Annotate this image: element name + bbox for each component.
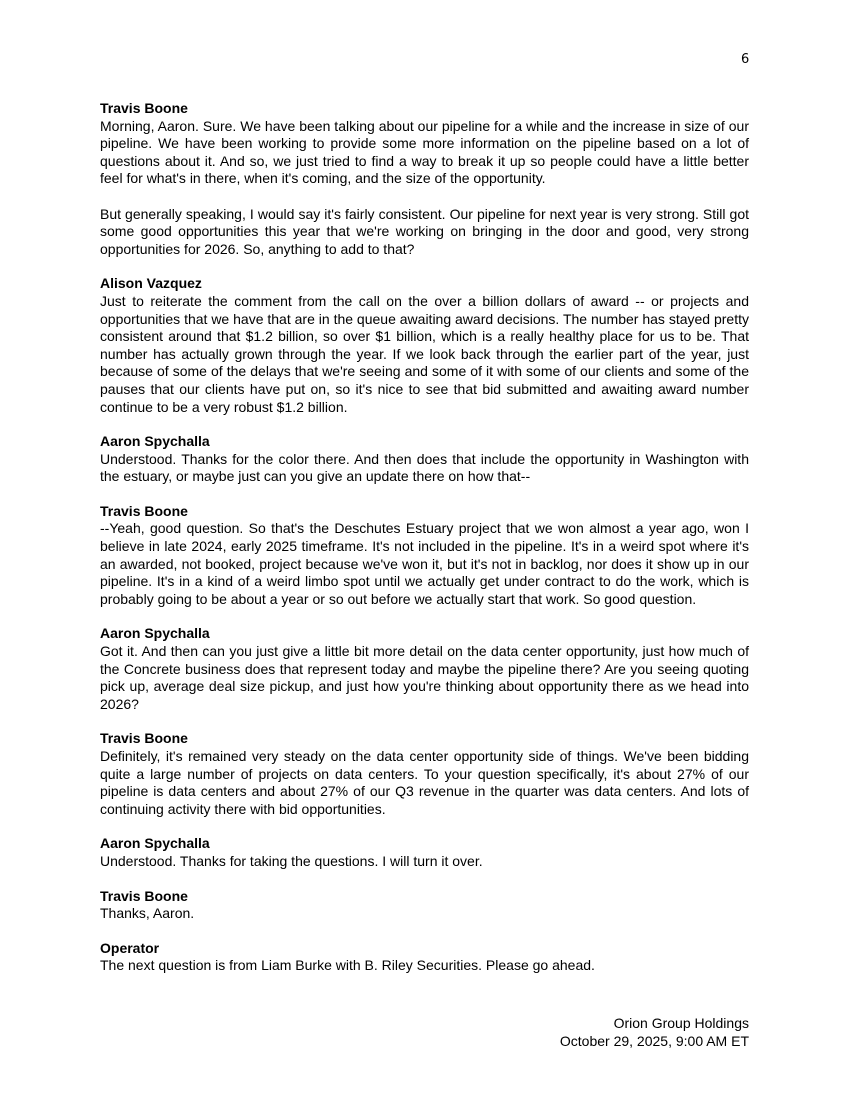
speaker-name: Travis Boone <box>100 887 188 904</box>
transcript-paragraph: --Yeah, good question. So that's the Deschutes Estuary project that we won almost a year ago, won I believe in late 2024, early 2025 timeframe. It's not included in the pipeline. It's in a weird spot where it's an awarded, not booked, project because we've won it, but it's not in backlog, nor does it show up in our pipeline. It's in a kind of a weird limbo spot until we actually get under contract to do the work, which is probably going to be about a year or so out before we actually start that work. So good question. <box>100 520 749 607</box>
transcript-block <box>100 433 749 486</box>
page-number: 6 <box>741 52 750 67</box>
speaker-name: Aaron Spychalla <box>100 835 210 852</box>
transcript-block <box>100 730 749 818</box>
speaker-name: Travis Boone <box>100 100 188 116</box>
footer-company: Orion Group Holdings <box>613 1015 749 1031</box>
transcript-block <box>100 940 749 975</box>
transcript-block <box>100 275 749 416</box>
transcript-paragraph: Understood. Thanks for taking the questions. I will turn it over. <box>100 852 483 869</box>
transcript-paragraph: Morning, Aaron. Sure. We have been talking about our pipeline for a while and the increase in size of our pipeline. We have been working to provide some more information on the pipeline based on a lot of questions about it. And so, we just tried to find a way to break it up so people could have a little better feel for what's in there, when it's coming, and the size of the opportunity. <box>100 117 749 187</box>
transcript-paragraph: Thanks, Aaron. <box>100 905 195 922</box>
speaker-name: Alison Vazquez <box>100 275 202 292</box>
speaker-name: Travis Boone <box>100 730 188 747</box>
footer-date-time: October 29, 2025, 9:00 AM ET <box>559 1032 749 1049</box>
transcript-block <box>100 835 749 870</box>
speaker-name: Aaron Spychalla <box>100 625 210 642</box>
page-footer <box>560 1015 749 1050</box>
transcript-paragraph: Understood. Thanks for the color there. And then does that include the opportunity in Washington with the estuary, or maybe just can you give an update there on how that-- <box>100 450 749 485</box>
transcript-paragraph: Definitely, it's remained very steady on the data center opportunity side of things. We've been bidding quite a large number of projects on data centers. To your question specifically, it's about 27% of our pipeline is data centers and about 27% of our Q3 revenue in the quarter was data centers. And lots of continuing activity there with bid opportunities. <box>100 748 749 817</box>
transcript-paragraph: The next question is from Liam Burke with B. Riley Securities. Please go ahead. <box>100 957 595 974</box>
speaker-name: Operator <box>100 939 160 956</box>
transcript-body <box>100 100 749 992</box>
transcript-block <box>100 503 749 609</box>
transcript-paragraph: Just to reiterate the comment from the call on the over a billion dollars of award -- or projects and opportunities that we have that are in the queue awaiting award decisions. The number has stayed pretty consistent around that $1.2 billion, so over $1 billion, which is a really healthy place for us to be. That number has actually grown through the year. If we look back through the earlier part of the year, just because of some of the delays that we're seeing and some of it with some of our clients and some of the pauses that our clients have put on, so it's nice to see that bid submitted and awaiting award number continue to be a very robust $1.2 billion. <box>100 292 749 415</box>
transcript-block <box>100 625 749 713</box>
transcript-block <box>100 100 749 258</box>
speaker-name: Travis Boone <box>100 502 188 519</box>
speaker-name: Aaron Spychalla <box>100 433 210 450</box>
transcript-paragraph: But generally speaking, I would say it's fairly consistent. Our pipeline for next year is very strong. Still got some good opportunities this year that we're working on bringing in the door and good, very strong opportunities for 2026. So, anything to add to that? <box>100 205 749 257</box>
transcript-paragraph: Got it. And then can you just give a little bit more detail on the data center opportunity, just how much of the Concrete business does that represent today and maybe the pipeline there? Are you seeing quoting pick up, average deal size pickup, and just how you're thinking about opportunity there as we head into 2026? <box>100 643 749 712</box>
transcript-block <box>100 888 749 923</box>
